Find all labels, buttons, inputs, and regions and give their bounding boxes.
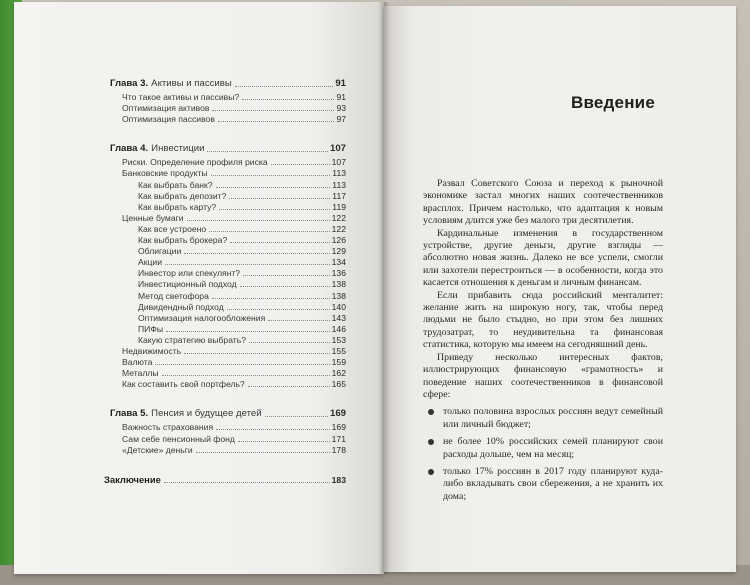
toc-leader <box>207 151 328 152</box>
toc-page-number: 169 <box>329 408 346 420</box>
toc-title: «Детские» деньги <box>122 444 193 455</box>
toc-page-number: 107 <box>329 143 346 155</box>
toc-title: Метод светофора <box>138 290 209 301</box>
toc-entry <box>138 268 346 278</box>
toc-entry <box>122 357 346 367</box>
toc-entry <box>138 291 346 301</box>
toc-chapter <box>110 143 346 154</box>
toc-leader <box>218 121 335 122</box>
toc-entry <box>122 157 346 167</box>
toc-title: Оптимизация пассивов <box>122 114 215 125</box>
toc-page-number: 155 <box>331 346 346 356</box>
toc-leader <box>243 275 330 276</box>
toc-page-number: 146 <box>331 323 346 334</box>
toc-leader <box>216 429 330 430</box>
toc-entry <box>138 302 346 312</box>
toc-title: Важность страхования <box>122 422 214 433</box>
toc-title: Как все устроено <box>138 223 207 234</box>
toc-leader <box>165 264 330 265</box>
paragraph: Приведу несколько интересных фактов, иллюстрирующих финансовую «грамотность» и поведение наших соотечественников в финансовой сфере: <box>423 351 663 400</box>
toc-title: Металлы <box>122 368 159 379</box>
toc-page-number: 162 <box>331 368 346 379</box>
toc-page-number: 107 <box>331 157 346 168</box>
toc-title: Инвестиции <box>151 143 205 155</box>
toc-entry <box>122 379 346 389</box>
toc-title: Недвижимость <box>122 346 182 356</box>
toc-page-number: 136 <box>331 268 346 279</box>
toc-entry <box>122 114 346 124</box>
toc-entry <box>104 474 346 485</box>
toc-title: Заключение <box>104 473 161 485</box>
toc-chapter-label: Глава 4. <box>110 143 149 155</box>
toc-page-number: 126 <box>331 235 346 245</box>
toc-leader <box>230 242 329 243</box>
chapter-title: Введение <box>571 93 655 112</box>
toc-page-number: 134 <box>331 257 346 268</box>
toc-title: ПИФы <box>138 323 164 334</box>
bullet-dot-icon <box>428 409 434 415</box>
toc-title: Что такое активы и пассивы? <box>122 92 240 102</box>
toc-title: Сам себе пенсионный фонд <box>122 433 235 444</box>
toc-page-number: 138 <box>331 290 346 301</box>
bullet-text: только 17% россиян в 2017 году планируют куда-либо вкладывать свои сбережения, а не хранить их дома; <box>443 465 663 502</box>
toc-leader <box>162 375 330 376</box>
toc-entry <box>122 434 346 444</box>
toc-entry <box>122 346 346 356</box>
toc-entry <box>122 445 346 455</box>
bullet-dot-icon <box>428 439 434 445</box>
bullet-item <box>423 406 663 431</box>
toc-title: Как составить свой портфель? <box>122 379 245 390</box>
toc-leader <box>229 198 330 199</box>
toc-page-number: 113 <box>332 179 346 190</box>
toc-page-number: 91 <box>336 92 346 102</box>
paragraph: Кардинальные изменения в государственном устройстве, другие деньги, другие взгляды — абсолютно новая жизнь. Далеко не все успели, смогли или захотели перестроиться — в особенности, когда это касается отношения к деньгам и личным финансам. <box>423 227 663 289</box>
bullet-dot-icon <box>428 469 434 475</box>
paragraph: Если прибавить сюда российский менталитет: желание жить на широкую ногу, так, чтобы перед людьми не было стыдно, но при этом без лишних трудозатрат, то неудивительна та финансовая статистика, которую мы имеем на сегодняшний день. <box>423 289 663 351</box>
toc-entry <box>138 202 346 212</box>
toc-entry <box>122 92 346 102</box>
toc-entry <box>138 235 346 245</box>
toc-page-number: 119 <box>332 201 346 212</box>
book-gutter <box>378 2 390 574</box>
toc-leader <box>240 286 330 287</box>
toc-title: Риски. Определение профиля риска <box>122 157 268 168</box>
toc-leader <box>227 309 330 310</box>
toc-title: Как выбрать карту? <box>138 201 217 212</box>
toc-title: Облигации <box>138 246 182 257</box>
toc-entry <box>138 324 346 334</box>
body-text <box>423 178 663 503</box>
toc-title: Инвестор или спекулянт? <box>138 268 241 279</box>
toc-entry <box>138 191 346 201</box>
toc-leader <box>211 175 331 176</box>
toc-leader <box>216 187 331 188</box>
toc-entry <box>138 246 346 256</box>
toc-title: Как выбрать брокера? <box>138 235 228 245</box>
toc-page-number: 159 <box>331 357 346 368</box>
toc-entry <box>138 335 346 345</box>
toc-title: Инвестиционный подход <box>138 279 237 290</box>
toc-title: Дивидендный подход <box>138 301 224 312</box>
bullet-item <box>423 436 663 461</box>
toc-title: Активы и пассивы <box>151 78 232 89</box>
bullet-text: только половина взрослых россиян ведут семейный или личный бюджет; <box>443 406 663 430</box>
toc-leader <box>242 99 334 100</box>
toc-page-number: 153 <box>331 334 346 345</box>
toc-entry <box>122 422 346 432</box>
toc-entry <box>138 224 346 234</box>
toc-title: Ценные бумаги <box>122 212 184 223</box>
toc-leader <box>265 416 328 417</box>
toc-entry <box>138 279 346 289</box>
toc-page-number: 117 <box>332 190 346 201</box>
toc-page-number: 129 <box>331 246 346 257</box>
toc-leader <box>155 364 329 365</box>
toc-title: Акции <box>138 257 163 268</box>
toc-leader <box>184 253 329 254</box>
toc-title: Валюта <box>122 357 153 368</box>
toc-page-number: 140 <box>331 301 346 312</box>
toc-page-number: 138 <box>331 279 346 290</box>
toc-title: Пенсия и будущее детей <box>151 408 262 420</box>
toc-leader <box>196 452 330 453</box>
toc-entry <box>138 257 346 267</box>
toc-leader <box>212 298 330 299</box>
toc-page-number: 122 <box>331 212 346 223</box>
toc-page-number: 171 <box>331 433 346 444</box>
toc-leader <box>249 342 330 343</box>
toc-entry <box>138 180 346 190</box>
toc-page-number: 183 <box>331 474 346 485</box>
toc-leader <box>219 209 330 210</box>
toc-page-number: 178 <box>331 444 346 455</box>
toc-leader <box>187 220 330 221</box>
toc-title: Оптимизация налогообложения <box>138 312 266 323</box>
toc-leader <box>268 320 329 321</box>
toc-leader <box>166 331 330 332</box>
toc-entry <box>122 168 346 178</box>
toc-chapter <box>110 78 346 89</box>
toc-page-number: 91 <box>335 78 346 89</box>
toc-chapter-label: Глава 3. <box>110 78 149 89</box>
toc-leader <box>248 386 330 387</box>
toc-page-number: 143 <box>331 312 346 323</box>
bullet-item <box>423 466 663 503</box>
bullet-list <box>423 406 663 503</box>
paragraph: Развал Советского Союза и переход к рыночной экономике застал многих наших соотечественников врасплох. Причем настолько, что адаптация к новым условиям длится уже без малого три десятилетия. <box>423 178 663 227</box>
toc-chapter <box>110 408 346 419</box>
toc-entry <box>122 368 346 378</box>
toc-leader <box>209 231 329 232</box>
toc-page-number: 97 <box>336 114 346 125</box>
toc-entry <box>122 103 346 113</box>
toc-page-number: 113 <box>332 168 346 179</box>
toc-title: Оптимизация активов <box>122 103 210 114</box>
toc-title: Как выбрать депозит? <box>138 190 227 201</box>
toc-title: Банковские продукты <box>122 168 208 179</box>
toc-leader <box>271 164 330 165</box>
toc-leader <box>184 353 330 354</box>
toc-leader <box>235 86 334 87</box>
toc-entry <box>138 313 346 323</box>
toc-leader <box>212 110 334 111</box>
toc-leader <box>238 441 330 442</box>
toc-page-number: 169 <box>331 422 346 433</box>
toc-chapter-label: Глава 5. <box>110 408 149 420</box>
toc-page-number: 93 <box>336 103 346 114</box>
toc-page-number: 165 <box>331 379 346 390</box>
toc-title: Какую стратегию выбрать? <box>138 334 246 345</box>
toc-leader <box>164 482 330 483</box>
toc-page-number: 122 <box>331 223 346 234</box>
toc-entry <box>122 213 346 223</box>
toc-title: Как выбрать банк? <box>138 179 213 190</box>
bullet-text: не более 10% российских семей планируют свои расходы дольше, чем на месяц; <box>443 436 663 460</box>
